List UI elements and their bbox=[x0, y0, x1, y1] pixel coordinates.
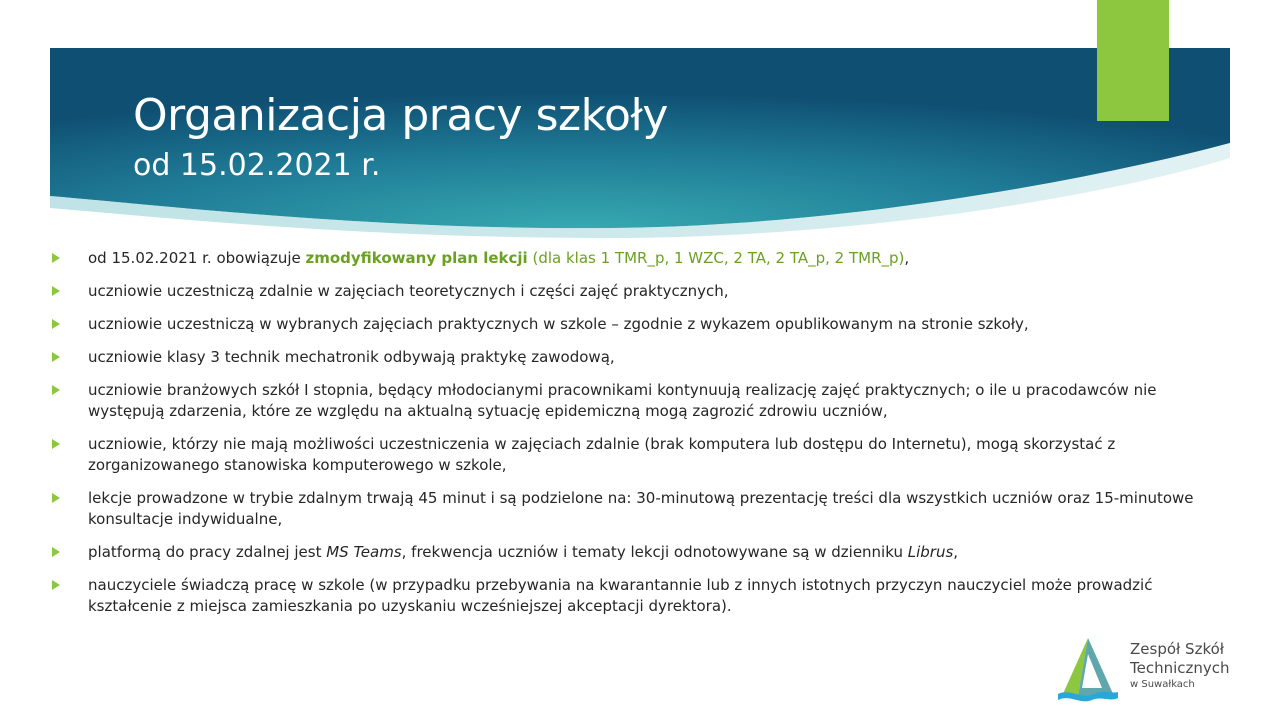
logo-text bbox=[1130, 640, 1230, 692]
bullet-arrow-icon bbox=[52, 385, 60, 395]
bullet-arrow-icon bbox=[52, 580, 60, 590]
bullet-arrow-icon bbox=[52, 493, 60, 503]
page-subtitle: od 15.02.2021 r. bbox=[133, 148, 381, 183]
list-item: od 15.02.2021 r. obowiązuje zmodyfikowany plan lekcji (dla klas 1 TMR_p, 1 WZC, 2 TA, 2 TA_p, 2 TMR_p), bbox=[52, 248, 1222, 269]
bullet-arrow-icon bbox=[52, 253, 60, 263]
bullet-arrow-icon bbox=[52, 286, 60, 296]
list-item: nauczyciele świadczą pracę w szkole (w przypadku przebywania na kwarantannie lub z innych istotnych przyczyn nauczyciel może prowadzić kształcenie z miejsca zamieszkania po uzyskaniu wcześniejszej akceptacji dyrektora). bbox=[52, 575, 1222, 617]
list-item: uczniowie, którzy nie mają możliwości uczestniczenia w zajęciach zdalnie (brak komputera lub dostępu do Internetu), mogą skorzystać z zorganizowanego stanowiska komputerowego w szkole, bbox=[52, 434, 1222, 476]
page-title: Organizacja pracy szkoły bbox=[133, 90, 668, 141]
ms-teams-text: MS Teams bbox=[326, 543, 402, 561]
list-item: lekcje prowadzone w trybie zdalnym trwają 45 minut i są podzielone na: 30-minutową prezentację treści dla wszystkich uczniów oraz 15-minutowe konsultacje indywidualne, bbox=[52, 488, 1222, 530]
class-list: (dla klas 1 TMR_p, 1 WZC, 2 TA, 2 TA_p, 2 TMR_p) bbox=[527, 249, 905, 267]
bullet-arrow-icon bbox=[52, 352, 60, 362]
list-item: platformą do pracy zdalnej jest MS Teams, frekwencja uczniów i tematy lekcji odnotowywane są w dzienniku Librus, bbox=[52, 542, 1222, 563]
logo-line-2: Technicznych bbox=[1130, 659, 1230, 677]
banner-shape bbox=[50, 48, 1230, 238]
list-item: uczniowie branżowych szkół I stopnia, będący młodocianymi pracownikami kontynuują realizację zajęć praktycznych; o ile u pracodawców nie występują zdarzenia, które ze względu na aktualną sytuację epidemiczną mogą zagrozić zdrowiu uczniów, bbox=[52, 380, 1222, 422]
school-logo bbox=[1056, 636, 1266, 706]
librus-text: Librus bbox=[907, 543, 954, 561]
bullet-arrow-icon bbox=[52, 439, 60, 449]
plan-lekcji-link[interactable]: zmodyfikowany plan lekcji bbox=[305, 249, 528, 267]
list-item: uczniowie uczestniczą w wybranych zajęciach praktycznych w szkole – zgodnie z wykazem opublikowanym na stronie szkoły, bbox=[52, 314, 1222, 335]
header-banner bbox=[50, 48, 1230, 238]
bullet-arrow-icon bbox=[52, 547, 60, 557]
logo-line-1: Zespół Szkół bbox=[1130, 640, 1225, 658]
list-item: uczniowie uczestniczą zdalnie w zajęciach teoretycznych i części zajęć praktycznych, bbox=[52, 281, 1222, 302]
bullet-arrow-icon bbox=[52, 319, 60, 329]
bullet-list bbox=[52, 248, 1222, 629]
logo-triangle-icon bbox=[1056, 636, 1120, 702]
list-item: uczniowie klasy 3 technik mechatronik odbywają praktykę zawodową, bbox=[52, 347, 1222, 368]
logo-line-3: w Suwałkach bbox=[1130, 679, 1195, 690]
accent-rectangle bbox=[1097, 0, 1169, 121]
